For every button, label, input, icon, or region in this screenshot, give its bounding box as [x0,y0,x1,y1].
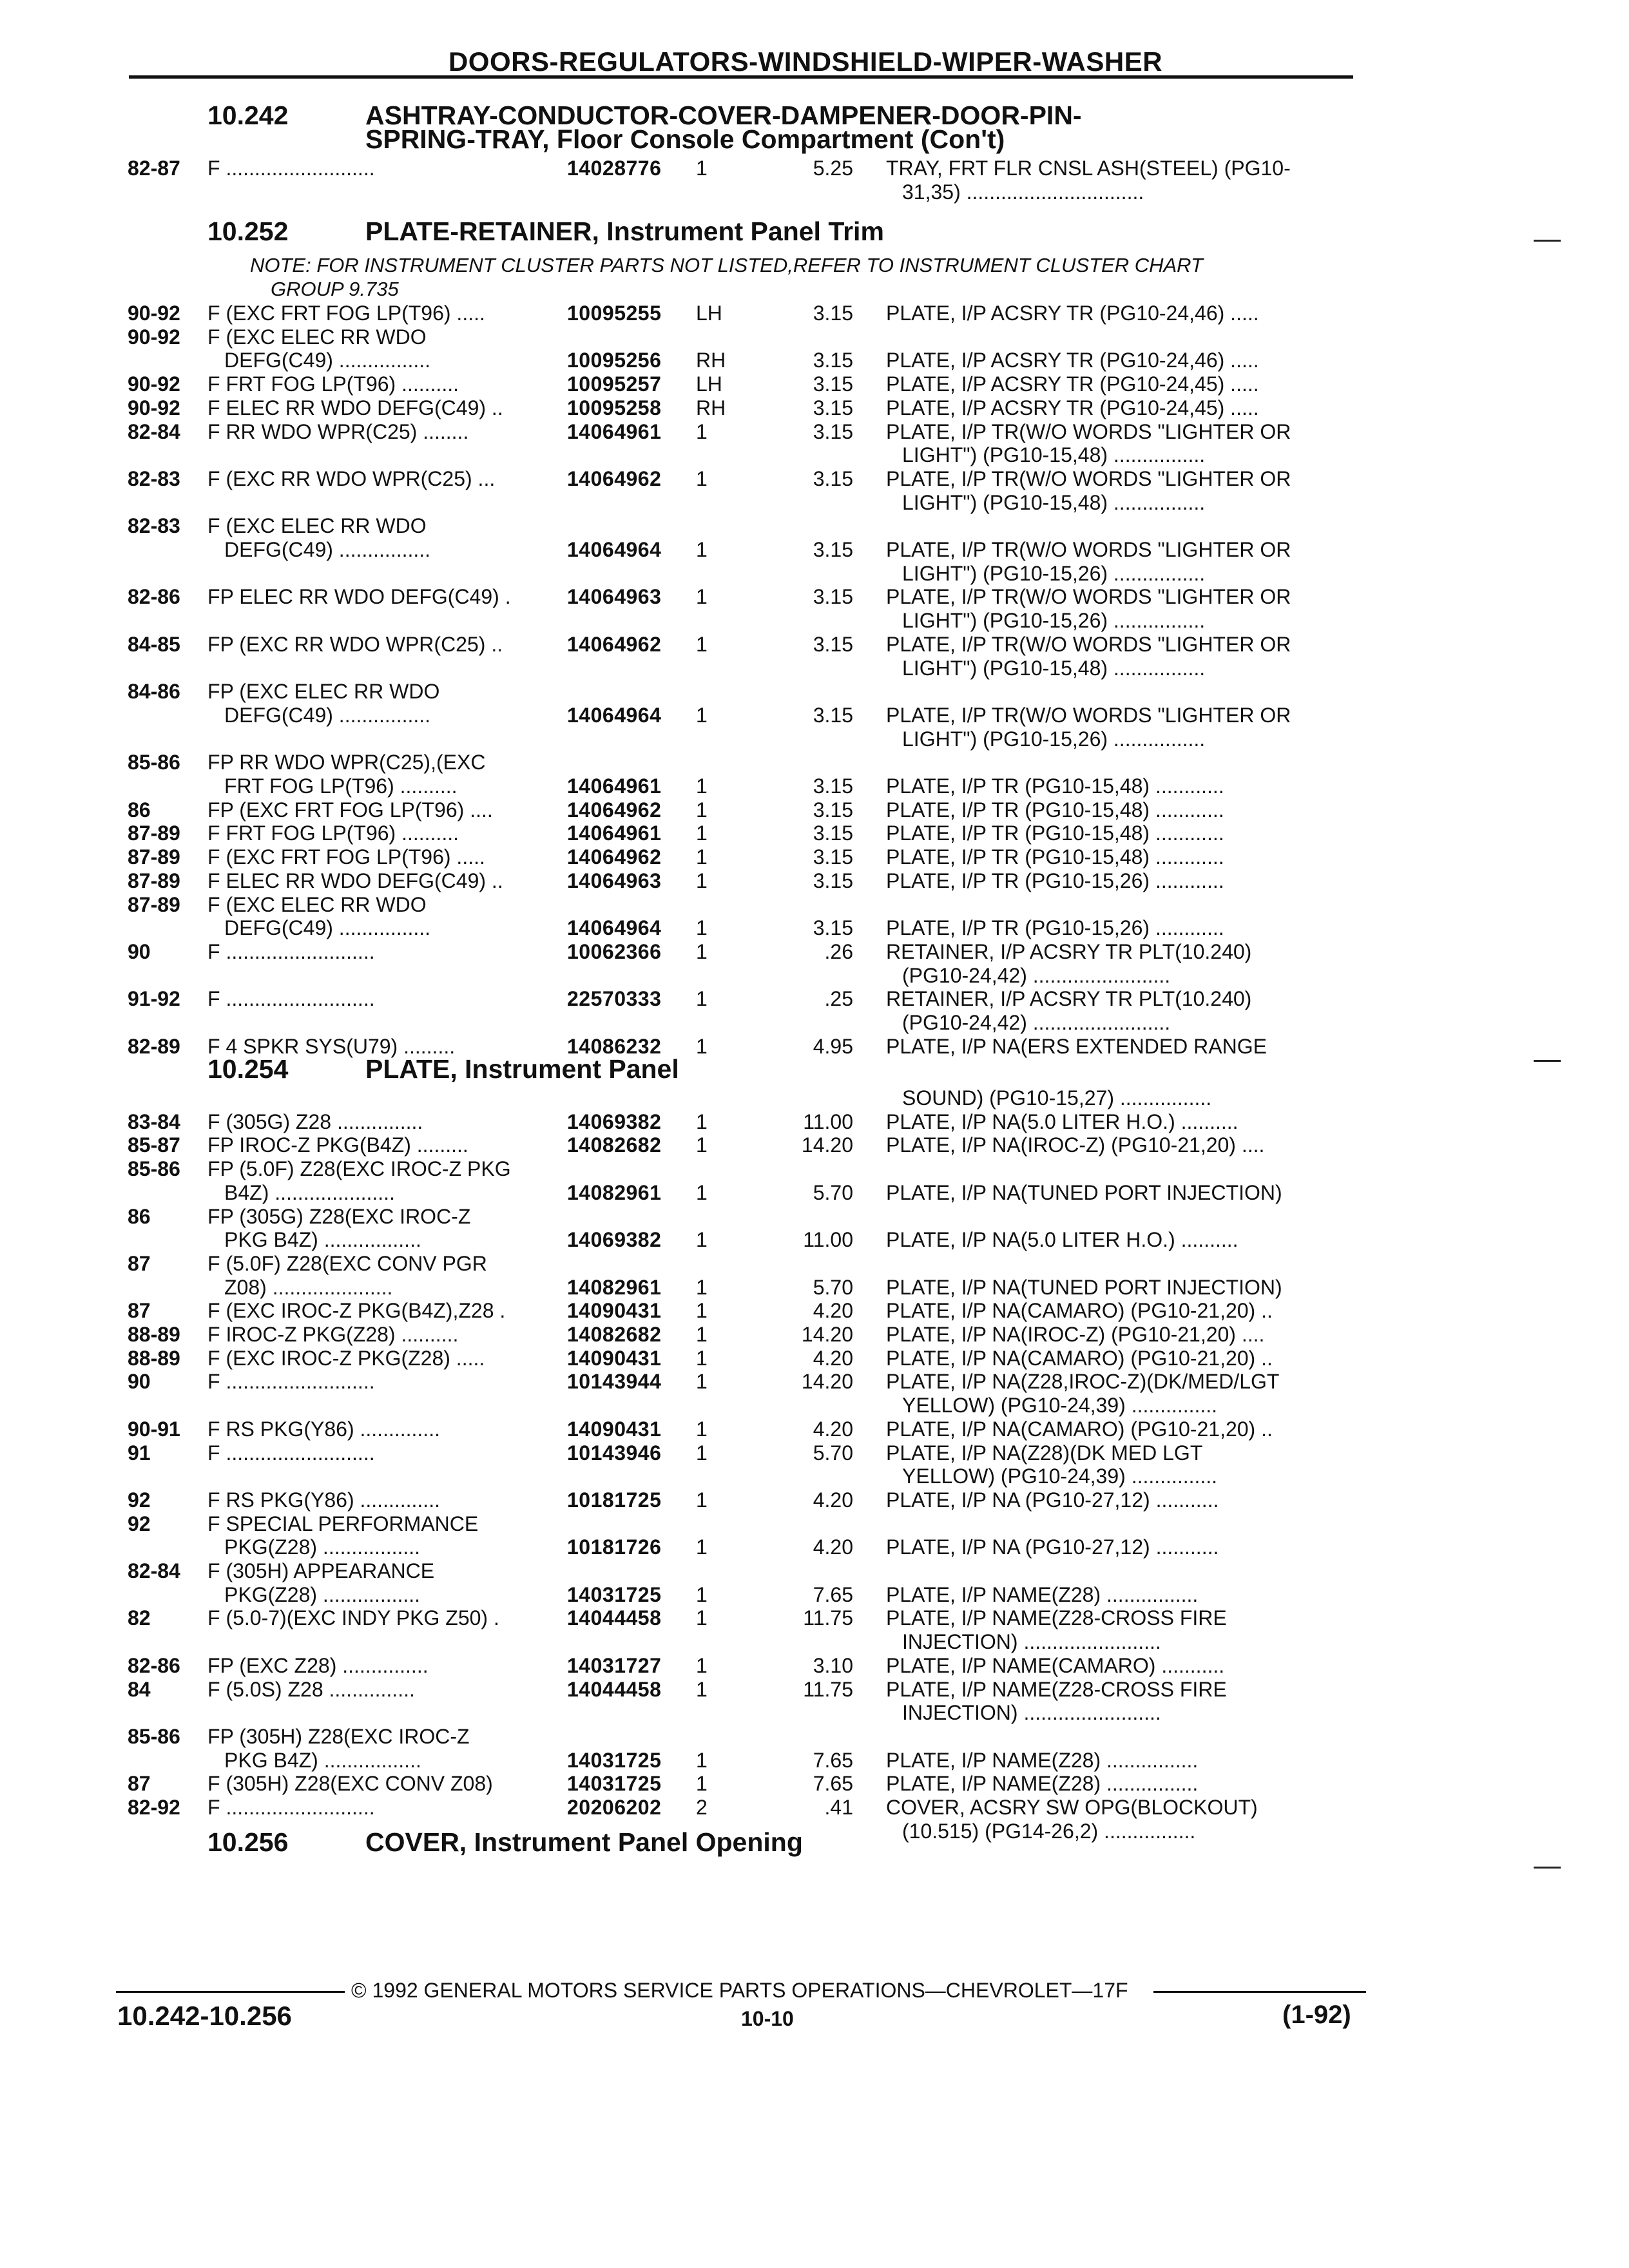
footer-revision: (1-92) [1282,2001,1351,2029]
description-continued: DEFG(C49) ................ [224,703,431,727]
model-years: 90 [128,939,151,963]
part-notes-continued: INJECTION) ........................ [902,1701,1161,1725]
price: 11.75 [803,1677,853,1701]
description: F (305H) Z28(EXC CONV Z08) [207,1772,493,1796]
price: 14.20 [801,1323,853,1346]
quantity: 1 [696,419,708,443]
part-notes: PLATE, I/P NA(ERS EXTENDED RANGE [886,1034,1267,1058]
description-continued: FRT FOG LP(T96) .......... [224,774,458,798]
footer-page-number: 10-10 [741,2007,794,2030]
model-years: 82-87 [128,157,180,180]
part-notes-continued: LIGHT") (PG10-15,26) ................ [902,609,1206,633]
part-notes: PLATE, I/P NAME(CAMARO) ........... [886,1653,1225,1677]
price: 3.15 [813,703,853,727]
part-notes: PLATE, I/P ACSRY TR (PG10-24,46) ..... [886,349,1259,372]
model-years: 84-86 [128,680,180,704]
section-title: ASHTRAY-CONDUCTOR-COVER-DAMPENER-DOOR-PIN- [365,101,1082,130]
model-years: 85-86 [128,1157,180,1181]
part-number: 14044458 [567,1677,662,1701]
model-years: 92 [128,1488,151,1512]
part-number: 22570333 [567,987,662,1011]
description: F SPECIAL PERFORMANCE [207,1512,479,1535]
part-notes: COVER, ACSRY SW OPG(BLOCKOUT) [886,1796,1258,1819]
model-years: 90-92 [128,325,180,349]
quantity: 1 [696,822,708,845]
part-notes-continued: LIGHT") (PG10-15,26) ................ [902,727,1206,751]
model-years: 88-89 [128,1346,180,1370]
description: F FRT FOG LP(T96) .......... [207,822,459,845]
part-notes-continued: YELLOW) (PG10-24,39) ............... [902,1394,1218,1418]
quantity: LH [696,302,722,325]
quantity: 1 [696,1346,708,1370]
model-years: 87 [128,1251,151,1275]
part-number: 14082961 [567,1180,662,1204]
description-continued: PKG(Z28) ................. [224,1582,421,1606]
model-years: 84 [128,1677,151,1701]
price: 3.15 [813,774,853,798]
price: 7.65 [813,1582,853,1606]
part-notes: PLATE, I/P NA(TUNED PORT INJECTION) [886,1275,1282,1299]
price: 4.20 [813,1299,853,1323]
model-years: 85-86 [128,1724,180,1748]
price: 5.70 [813,1441,853,1465]
price: 4.95 [813,1034,853,1058]
part-notes: PLATE, I/P NA(IROC-Z) (PG10-21,20) .... [886,1323,1265,1346]
part-number: 14069382 [567,1228,662,1252]
part-notes-continued: (10.515) (PG14-26,2) ................ [902,1819,1196,1843]
section-title: COVER, Instrument Panel Opening [365,1827,803,1857]
description: FP (EXC ELEC RR WDO [207,680,440,704]
quantity: 1 [696,916,708,940]
quantity: 1 [696,1441,708,1465]
price: 3.15 [813,632,853,656]
model-years: 88-89 [128,1323,180,1346]
part-notes: PLATE, I/P NA(5.0 LITER H.O.) .......... [886,1110,1239,1133]
price: 5.70 [813,1275,853,1299]
description-continued: DEFG(C49) ................ [224,538,431,561]
part-notes-continued: YELLOW) (PG10-24,39) ............... [902,1465,1218,1488]
quantity: 1 [696,703,708,727]
part-notes-continued: (PG10-24,42) ........................ [902,1011,1171,1034]
model-years: 87 [128,1299,151,1323]
part-notes: PLATE, I/P NAME(Z28-CROSS FIRE [886,1677,1227,1701]
footer-rule-left [116,1991,345,1993]
part-notes-continued: SOUND) (PG10-15,27) ................ [902,1086,1212,1110]
quantity: 1 [696,585,708,609]
model-years: 82 [128,1606,151,1630]
model-years: 86 [128,798,151,822]
part-notes: TRAY, FRT FLR CNSL ASH(STEEL) (PG10- [886,157,1291,180]
part-number: 14028776 [567,157,662,180]
quantity: RH [696,349,726,372]
part-number: 14086232 [567,1034,662,1058]
quantity: 1 [696,1677,708,1701]
description: F .......................... [207,157,375,180]
price: 7.65 [813,1772,853,1796]
part-number: 14082961 [567,1275,662,1299]
description: F (5.0S) Z28 ............... [207,1677,415,1701]
description: FP RR WDO WPR(C25),(EXC [207,751,486,774]
model-years: 90 [128,1370,151,1394]
price: 3.15 [813,349,853,372]
quantity: 1 [696,1133,708,1157]
price: 14.20 [801,1370,853,1394]
model-years: 87-89 [128,822,180,845]
part-notes: PLATE, I/P TR(W/O WORDS "LIGHTER OR [886,419,1291,443]
part-number: 14031725 [567,1582,662,1606]
part-number: 14064963 [567,869,662,892]
description: F (EXC ELEC RR WDO [207,514,427,538]
part-number: 10143944 [567,1370,662,1394]
part-notes: PLATE, I/P TR(W/O WORDS "LIGHTER OR [886,703,1291,727]
part-number: 14064964 [567,538,662,561]
quantity: 1 [696,1417,708,1441]
part-number: 14064964 [567,916,662,940]
part-number: 14031725 [567,1748,662,1772]
description-continued: DEFG(C49) ................ [224,349,431,372]
description: F (EXC ELEC RR WDO [207,892,427,916]
quantity: 1 [696,1323,708,1346]
part-number: 14064962 [567,632,662,656]
part-number: 14064962 [567,798,662,822]
part-number: 10095256 [567,349,662,372]
quantity: 1 [696,1606,708,1630]
section-number: 10.254 [207,1054,289,1084]
part-notes-continued: INJECTION) ........................ [902,1630,1161,1654]
price: 3.15 [813,396,853,419]
section-number: 10.252 [207,216,289,246]
quantity: 1 [696,157,708,180]
price: 3.15 [813,845,853,869]
quantity: LH [696,372,722,396]
description-continued: Z08) ..................... [224,1275,393,1299]
part-notes-continued: (PG10-24,42) ........................ [902,963,1171,987]
part-number: 14064961 [567,822,662,845]
description: FP (EXC Z28) ............... [207,1653,429,1677]
model-years: 83-84 [128,1110,180,1133]
price: 4.20 [813,1417,853,1441]
model-years: 86 [128,1204,151,1228]
model-years: 90-92 [128,396,180,419]
part-notes: PLATE, I/P NA(Z28,IROC-Z)(DK/MED/LGT [886,1370,1280,1394]
model-years: 90-91 [128,1417,180,1441]
margin-mark [1534,240,1561,242]
footer-copyright: © 1992 GENERAL MOTORS SERVICE PARTS OPERATIONS—CHEVROLET—17F [351,1979,1128,2002]
part-number: 10095258 [567,396,662,419]
quantity: 1 [696,1582,708,1606]
description: F (5.0F) Z28(EXC CONV PGR [207,1251,487,1275]
model-years: 85-87 [128,1133,180,1157]
part-notes: PLATE, I/P NA(5.0 LITER H.O.) .......... [886,1228,1239,1252]
part-notes: PLATE, I/P NA (PG10-27,12) ........... [886,1488,1219,1512]
model-years: 87-89 [128,869,180,892]
part-notes: PLATE, I/P NAME(Z28) ................ [886,1748,1199,1772]
quantity: 1 [696,1370,708,1394]
part-number: 14090431 [567,1417,662,1441]
section-title-continued: SPRING-TRAY, Floor Console Compartment (Con't) [365,124,1005,154]
part-number: 10062366 [567,939,662,963]
part-number: 14064961 [567,774,662,798]
description: F .......................... [207,987,375,1011]
price: 4.20 [813,1346,853,1370]
part-notes-continued: LIGHT") (PG10-15,48) ................ [902,656,1206,680]
description: F (EXC ELEC RR WDO [207,325,427,349]
quantity: 1 [696,1228,708,1252]
price: 3.15 [813,466,853,490]
margin-mark [1534,1060,1561,1062]
part-number: 14064963 [567,585,662,609]
model-years: 82-89 [128,1034,180,1058]
part-number: 14064964 [567,703,662,727]
part-number: 10181726 [567,1535,662,1559]
description: F (EXC FRT FOG LP(T96) ..... [207,845,485,869]
part-notes: PLATE, I/P ACSRY TR (PG10-24,46) ..... [886,302,1259,325]
description: FP (305H) Z28(EXC IROC-Z [207,1724,470,1748]
description-continued: B4Z) ..................... [224,1180,395,1204]
price: 11.00 [803,1228,853,1252]
note-line: NOTE: FOR INSTRUMENT CLUSTER PARTS NOT LISTED,REFER TO INSTRUMENT CLUSTER CHART [250,254,1203,276]
quantity: 1 [696,987,708,1011]
quantity: 1 [696,1748,708,1772]
description: F .......................... [207,1370,375,1394]
quantity: 1 [696,845,708,869]
part-number: 14064961 [567,419,662,443]
part-number: 14069382 [567,1110,662,1133]
price: 14.20 [801,1133,853,1157]
part-notes: PLATE, I/P TR (PG10-15,48) ............ [886,822,1224,845]
model-years: 90-92 [128,302,180,325]
part-notes: PLATE, I/P TR (PG10-15,48) ............ [886,845,1224,869]
part-number: 10143946 [567,1441,662,1465]
price: 11.75 [803,1606,853,1630]
model-years: 87-89 [128,892,180,916]
description: FP (EXC FRT FOG LP(T96) .... [207,798,493,822]
part-notes: PLATE, I/P NA(CAMARO) (PG10-21,20) .. [886,1299,1273,1323]
footer-rule-right [1153,1991,1366,1993]
part-number: 14082682 [567,1323,662,1346]
part-notes: PLATE, I/P TR (PG10-15,26) ............ [886,916,1224,940]
part-notes: RETAINER, I/P ACSRY TR PLT(10.240) [886,939,1252,963]
description-continued: PKG(Z28) ................. [224,1535,421,1559]
price: 3.15 [813,419,853,443]
description: FP ELEC RR WDO DEFG(C49) . [207,585,511,609]
description: FP (5.0F) Z28(EXC IROC-Z PKG [207,1157,511,1181]
price: 4.20 [813,1535,853,1559]
model-years: 82-86 [128,1653,180,1677]
model-years: 87 [128,1772,151,1796]
price: 3.15 [813,822,853,845]
part-notes: PLATE, I/P TR(W/O WORDS "LIGHTER OR [886,585,1291,609]
section-number: 10.256 [207,1827,289,1857]
quantity: 1 [696,1110,708,1133]
description: F RR WDO WPR(C25) ........ [207,419,469,443]
quantity: 1 [696,1299,708,1323]
quantity: 1 [696,774,708,798]
price: 3.15 [813,916,853,940]
quantity: 1 [696,1772,708,1796]
model-years: 82-84 [128,419,180,443]
quantity: 1 [696,939,708,963]
price: 5.25 [813,157,853,180]
model-years: 85-86 [128,751,180,774]
part-number: 14031725 [567,1772,662,1796]
quantity: 1 [696,798,708,822]
part-notes-continued: LIGHT") (PG10-15,48) ................ [902,443,1206,467]
quantity: 1 [696,538,708,561]
part-notes: PLATE, I/P NA(CAMARO) (PG10-21,20) .. [886,1346,1273,1370]
quantity: RH [696,396,726,419]
description: FP IROC-Z PKG(B4Z) ......... [207,1133,468,1157]
description: F FRT FOG LP(T96) .......... [207,372,459,396]
model-years: 91 [128,1441,151,1465]
part-notes: PLATE, I/P NA(TUNED PORT INJECTION) [886,1180,1282,1204]
part-notes: PLATE, I/P NA (PG10-27,12) ........... [886,1535,1219,1559]
section-number: 10.242 [207,101,289,130]
header-rule [129,75,1353,79]
description: F .......................... [207,1796,375,1819]
section-title: PLATE, Instrument Panel [365,1054,679,1084]
price: 5.70 [813,1180,853,1204]
description: F 4 SPKR SYS(U79) ......... [207,1034,456,1058]
model-years: 90-92 [128,372,180,396]
part-notes: PLATE, I/P TR(W/O WORDS "LIGHTER OR [886,466,1291,490]
part-notes: PLATE, I/P TR(W/O WORDS "LIGHTER OR [886,538,1291,561]
description: F (EXC IROC-Z PKG(B4Z),Z28 . [207,1299,506,1323]
quantity: 1 [696,1535,708,1559]
quantity: 1 [696,869,708,892]
price: 11.00 [803,1110,853,1133]
margin-mark [1534,1867,1561,1869]
part-number: 14090431 [567,1346,662,1370]
part-notes: PLATE, I/P TR (PG10-15,48) ............ [886,774,1224,798]
part-notes: PLATE, I/P ACSRY TR (PG10-24,45) ..... [886,396,1259,419]
quantity: 1 [696,632,708,656]
price: 3.15 [813,869,853,892]
part-notes-continued: LIGHT") (PG10-15,26) ................ [902,561,1206,585]
part-notes: PLATE, I/P TR (PG10-15,26) ............ [886,869,1224,892]
description: F ELEC RR WDO DEFG(C49) .. [207,396,503,419]
part-number: 10181725 [567,1488,662,1512]
part-notes: RETAINER, I/P ACSRY TR PLT(10.240) [886,987,1252,1011]
description: FP (305G) Z28(EXC IROC-Z [207,1204,471,1228]
model-years: 82-92 [128,1796,180,1819]
part-notes: PLATE, I/P NA(IROC-Z) (PG10-21,20) .... [886,1133,1265,1157]
price: .26 [824,939,853,963]
price: 3.15 [813,585,853,609]
price: 3.15 [813,302,853,325]
description: F ELEC RR WDO DEFG(C49) .. [207,869,503,892]
note-line: GROUP 9.735 [271,278,399,300]
part-notes: PLATE, I/P NAME(Z28-CROSS FIRE [886,1606,1227,1630]
description: F (5.0-7)(EXC INDY PKG Z50) . [207,1606,499,1630]
quantity: 1 [696,466,708,490]
quantity: 1 [696,1034,708,1058]
description: F .......................... [207,939,375,963]
description-continued: PKG B4Z) ................. [224,1228,421,1252]
description: F (305H) APPEARANCE [207,1559,435,1582]
part-notes: PLATE, I/P TR(W/O WORDS "LIGHTER OR [886,632,1291,656]
part-notes-continued: LIGHT") (PG10-15,48) ................ [902,490,1206,514]
description: F RS PKG(Y86) .............. [207,1488,440,1512]
price: 3.15 [813,798,853,822]
section-title: PLATE-RETAINER, Instrument Panel Trim [365,216,884,246]
description: F IROC-Z PKG(Z28) .......... [207,1323,459,1346]
description: F (EXC IROC-Z PKG(Z28) ..... [207,1346,485,1370]
part-number: 14082682 [567,1133,662,1157]
description: F (EXC FRT FOG LP(T96) ..... [207,302,485,325]
part-notes-continued: 31,35) ............................... [902,180,1144,204]
price: .41 [824,1796,853,1819]
description-continued: PKG B4Z) ................. [224,1748,421,1772]
page-header-title: DOORS-REGULATORS-WINDSHIELD-WIPER-WASHER [448,46,1163,77]
part-number: 14064962 [567,845,662,869]
description: F (EXC RR WDO WPR(C25) ... [207,466,496,490]
part-notes: PLATE, I/P TR (PG10-15,48) ............ [886,798,1224,822]
part-notes: PLATE, I/P NAME(Z28) ................ [886,1772,1199,1796]
description: F .......................... [207,1441,375,1465]
price: 4.20 [813,1488,853,1512]
part-number: 14064962 [567,466,662,490]
part-number: 14031727 [567,1653,662,1677]
model-years: 84-85 [128,632,180,656]
price: 3.10 [813,1653,853,1677]
price: .25 [824,987,853,1011]
model-years: 82-84 [128,1559,180,1582]
price: 3.15 [813,372,853,396]
description: FP (EXC RR WDO WPR(C25) .. [207,632,503,656]
quantity: 2 [696,1796,708,1819]
part-number: 10095257 [567,372,662,396]
part-notes: PLATE, I/P NA(CAMARO) (PG10-21,20) .. [886,1417,1273,1441]
part-notes: PLATE, I/P NA(Z28)(DK MED LGT [886,1441,1203,1465]
model-years: 82-83 [128,466,180,490]
quantity: 1 [696,1488,708,1512]
model-years: 82-83 [128,514,180,538]
description: F RS PKG(Y86) .............. [207,1417,440,1441]
part-number: 14044458 [567,1606,662,1630]
part-notes: PLATE, I/P ACSRY TR (PG10-24,45) ..... [886,372,1259,396]
description-continued: DEFG(C49) ................ [224,916,431,940]
quantity: 1 [696,1275,708,1299]
price: 3.15 [813,538,853,561]
quantity: 1 [696,1180,708,1204]
part-number: 20206202 [567,1796,662,1819]
price: 7.65 [813,1748,853,1772]
description: F (305G) Z28 ............... [207,1110,423,1133]
footer-section-range: 10.242-10.256 [117,2001,292,2031]
model-years: 91-92 [128,987,180,1011]
part-notes: PLATE, I/P NAME(Z28) ................ [886,1582,1199,1606]
model-years: 82-86 [128,585,180,609]
quantity: 1 [696,1653,708,1677]
part-number: 10095255 [567,302,662,325]
part-number: 14090431 [567,1299,662,1323]
model-years: 92 [128,1512,151,1535]
model-years: 87-89 [128,845,180,869]
